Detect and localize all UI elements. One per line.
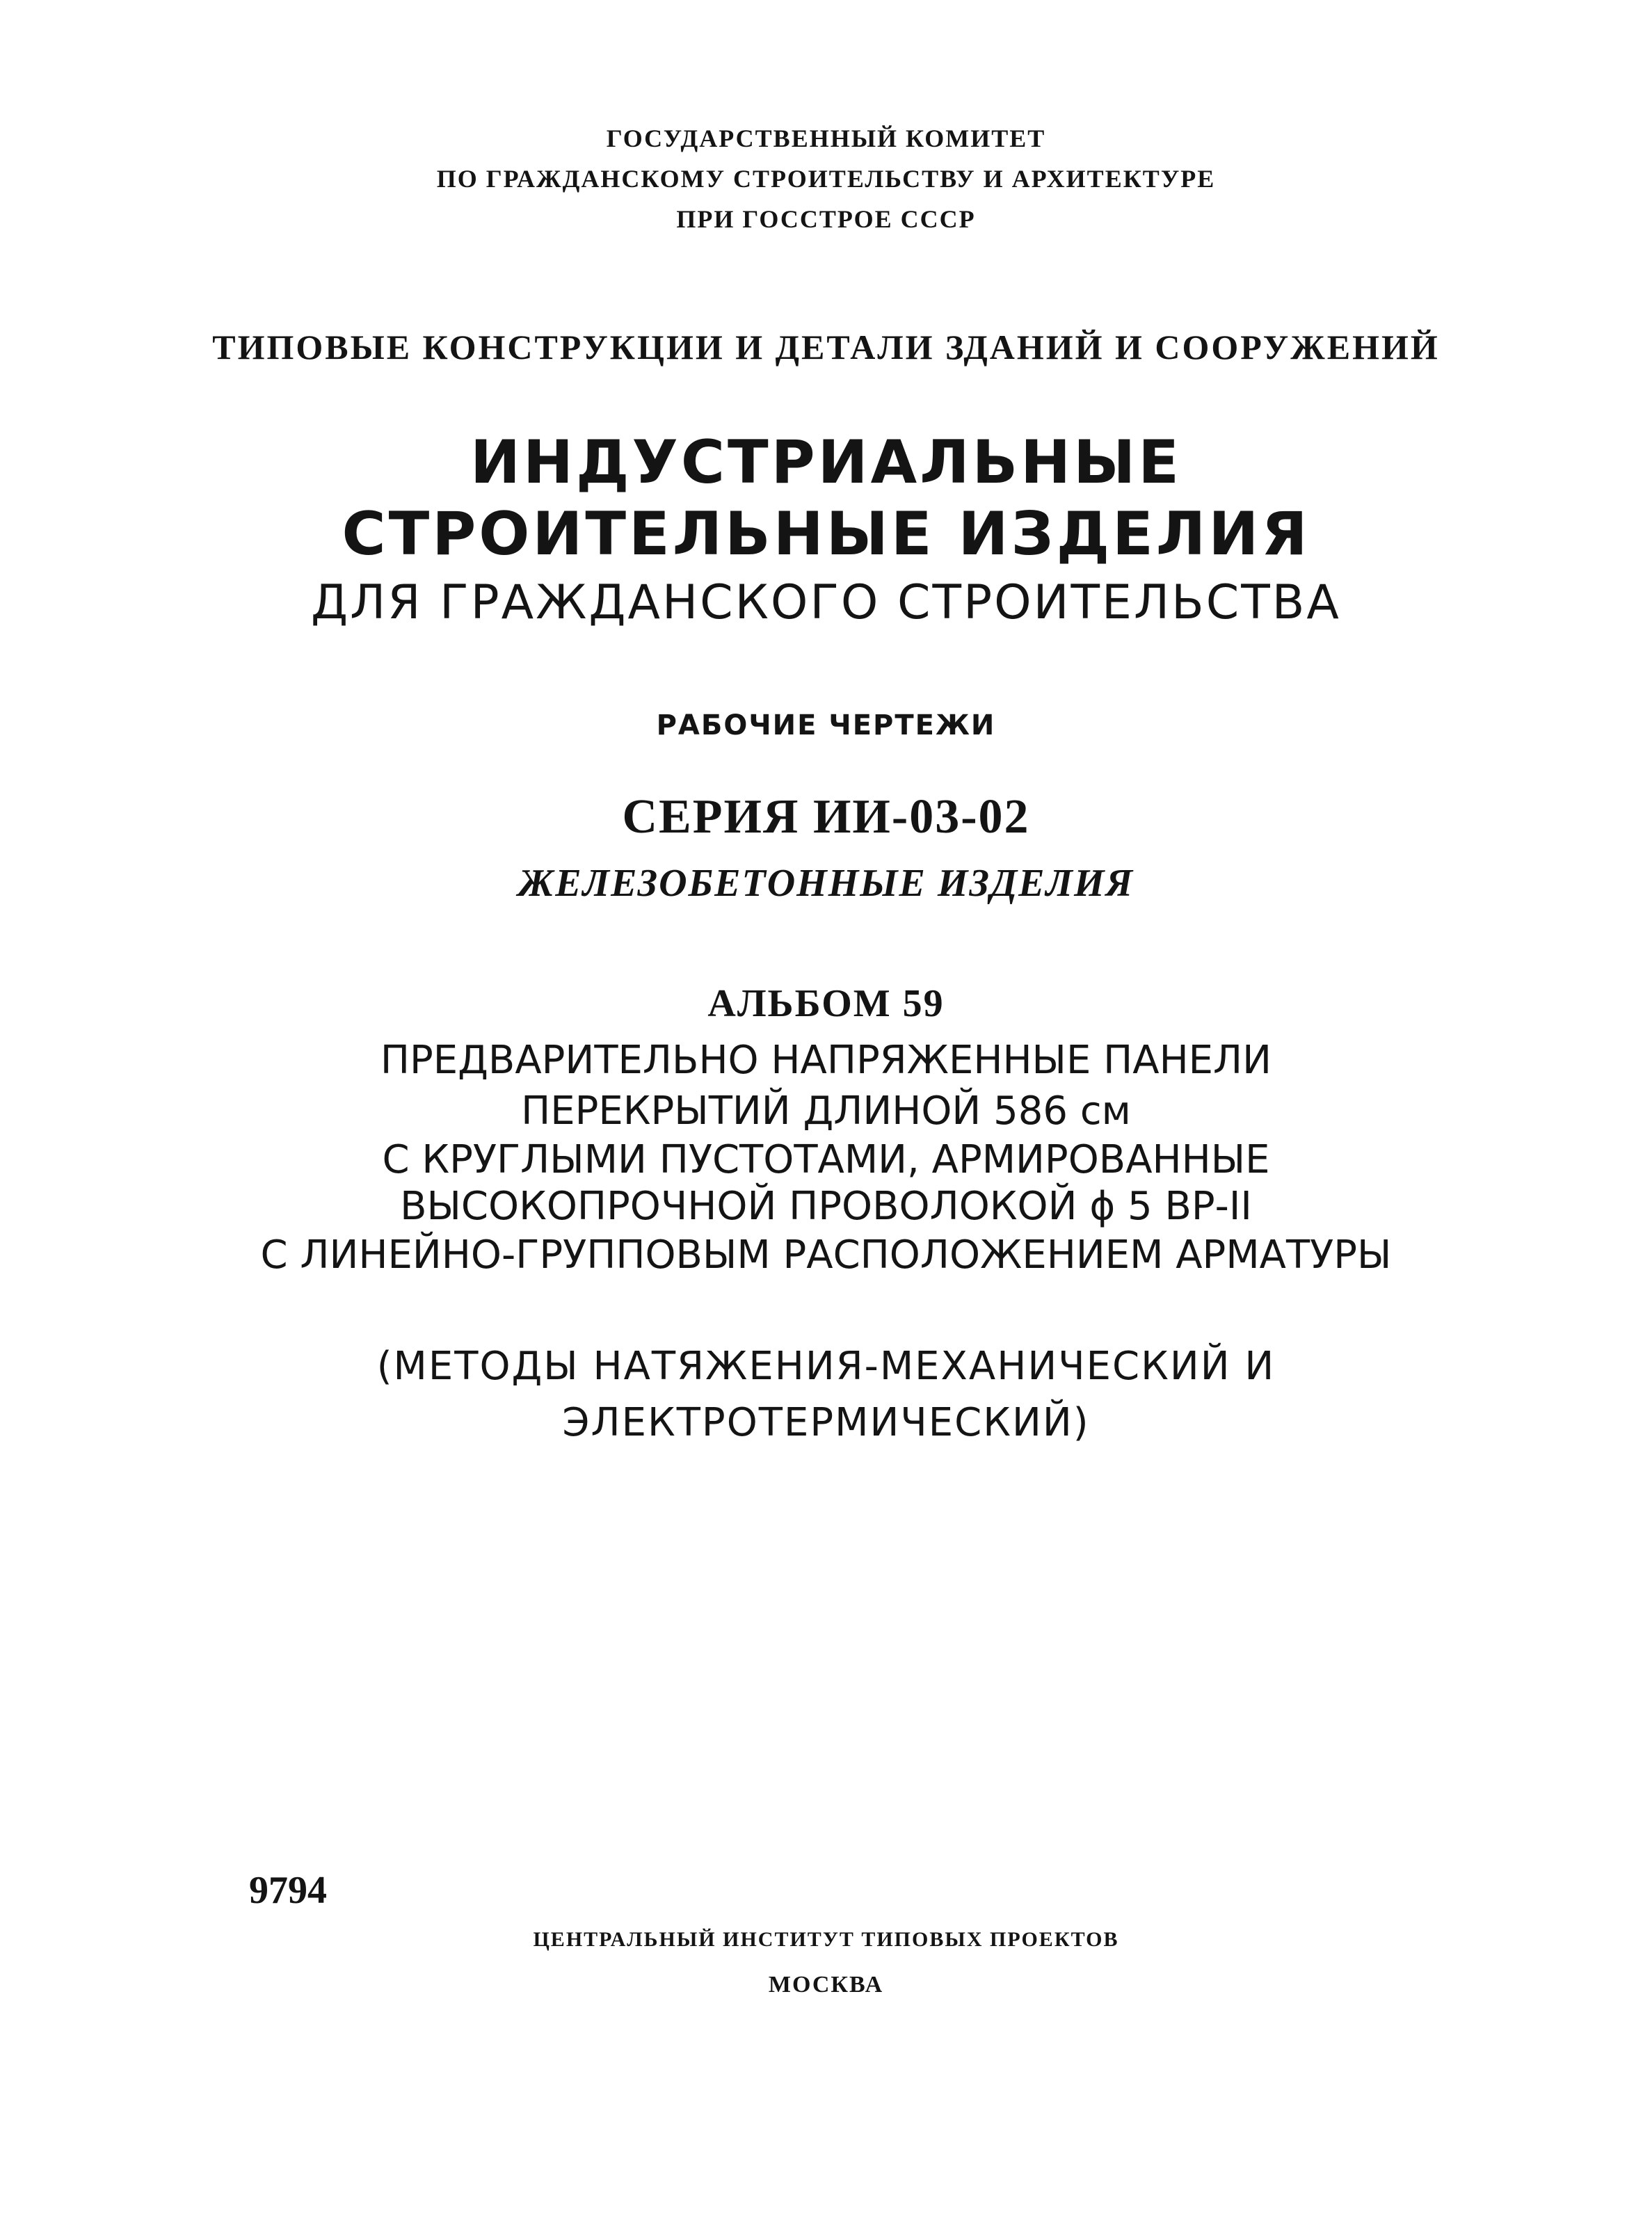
drawings-label: РАБОЧИЕ ЧЕРТЕЖИ bbox=[656, 709, 996, 741]
main-title-line-1: ИНДУСТРИАЛЬНЫЕ bbox=[470, 428, 1182, 497]
committee-line-1: ГОСУДАРСТВЕННЫЙ КОМИТЕТ bbox=[606, 124, 1046, 152]
main-title-line-2: СТРОИТЕЛЬНЫЕ ИЗДЕЛИЯ bbox=[342, 499, 1310, 569]
series-title: ТИПОВЫЕ КОНСТРУКЦИИ И ДЕТАЛИ ЗДАНИЙ И СООРУЖЕНИЙ bbox=[212, 328, 1440, 367]
album-description-line-1: ПРЕДВАРИТЕЛЬНО НАПРЯЖЕННЫЕ ПАНЕЛИ bbox=[380, 1038, 1272, 1083]
album-description-line-2: ПЕРЕКРЫТИЙ ДЛИНОЙ 586 см bbox=[521, 1088, 1131, 1134]
committee-line-2: ПО ГРАЖДАНСКОМУ СТРОИТЕЛЬСТВУ И АРХИТЕКТУРЕ bbox=[436, 165, 1216, 193]
series-number: СЕРИЯ ИИ-03-02 bbox=[622, 790, 1030, 844]
main-title-line-3: ДЛЯ ГРАЖДАНСКОГО СТРОИТЕЛЬСТВА bbox=[311, 575, 1341, 630]
album-description-line-5: С ЛИНЕЙНО-ГРУППОВЫМ РАСПОЛОЖЕНИЕМ АРМАТУРЫ bbox=[260, 1232, 1392, 1278]
tension-methods-note-line-1: (МЕТОДЫ НАТЯЖЕНИЯ-МЕХАНИЧЕСКИЙ И bbox=[376, 1344, 1276, 1389]
series-products: ЖЕЛЕЗОБЕТОННЫЕ ИЗДЕЛИЯ bbox=[518, 862, 1134, 905]
album-description-line-3: С КРУГЛЫМИ ПУСТОТАМИ, АРМИРОВАННЫЕ bbox=[382, 1137, 1270, 1182]
publisher-name: ЦЕНТРАЛЬНЫЙ ИНСТИТУТ ТИПОВЫХ ПРОЕКТОВ bbox=[533, 1928, 1119, 1951]
document-number: 9794 bbox=[249, 1869, 327, 1912]
album-number: АЛЬБОМ 59 bbox=[707, 982, 945, 1025]
committee-line-3: ПРИ ГОССТРОЕ СССР bbox=[676, 205, 976, 233]
album-description-line-4: ВЫСОКОПРОЧНОЙ ПРОВОЛОКОЙ ϕ 5 ВР-II bbox=[400, 1184, 1252, 1229]
tension-methods-note-line-2: ЭЛЕКТРОТЕРМИЧЕСКИЙ) bbox=[562, 1400, 1090, 1445]
publication-city: МОСКВА bbox=[768, 1972, 884, 1998]
